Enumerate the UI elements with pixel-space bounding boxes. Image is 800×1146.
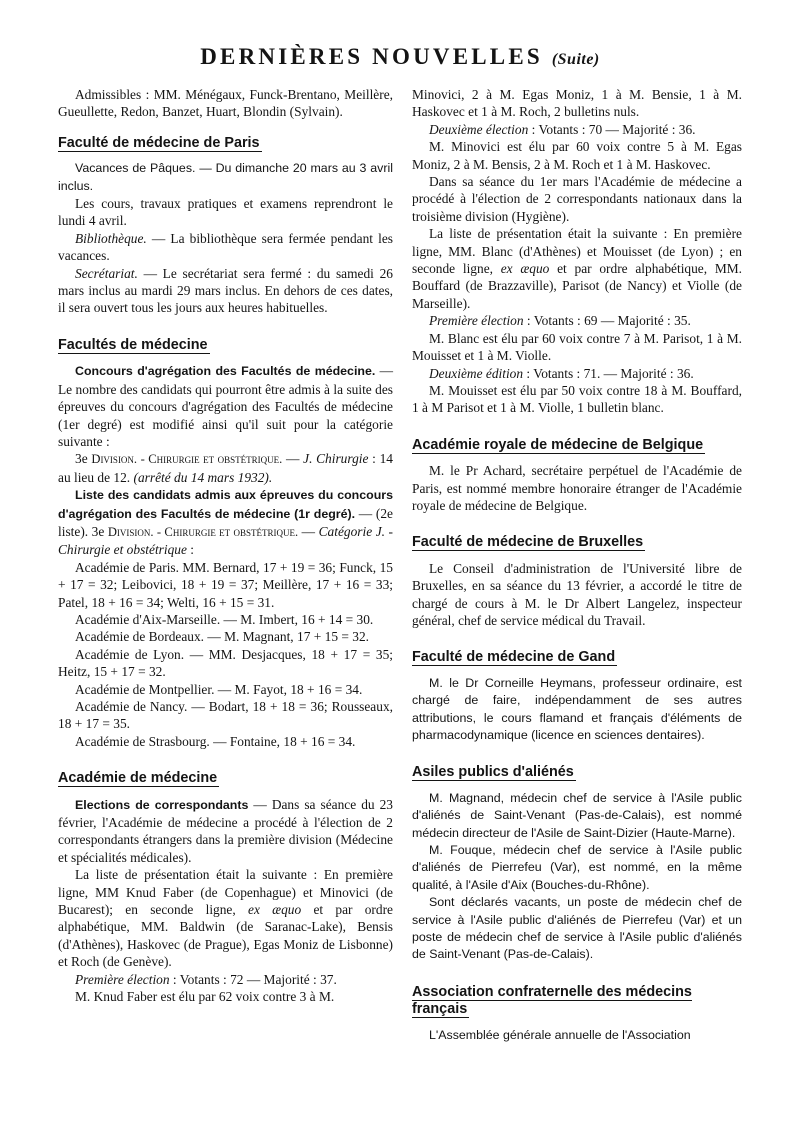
facultes-item: Académie de Strasbourg. — Fontaine, 18 + 16 = 34.	[75, 733, 356, 749]
facultes-item: Académie de Montpellier. — M. Fayot, 18 + 16 = 34.	[75, 681, 363, 697]
page-title-suite: (Suite)	[551, 51, 600, 68]
academie-liste: La liste de présentation était la suivante : En première ligne, MM Knud Faber (de Copenhague) et Minovici (de Bucarest); en seconde ligne, ex æquo et par ordre alphabétique, MM. Baldwin (de Saranac-Lake), Bensis (d'Athènes), Haskovec (de Prague), Egas Moniz de Lisbonne) et Roch (de Genève).	[58, 867, 393, 970]
facultes-item: Académie de Lyon. — MM. Desjacques, 18 + 17 = 35; Heitz, 15 + 17 = 32.	[58, 646, 393, 680]
section-heading-belgique: Académie royale de médecine de Belgique	[412, 436, 704, 453]
cont-liste-presentation: La liste de présentation était la suivante : En première ligne, MM. Blanc (d'Athènes) et Mouisset (de Lyon) ; en seconde ligne, ex æquo et par ordre alphabétique, MM. Bouffard (de Brazzaville), Parisot (de Nancy) et Violle (de Marseille).	[412, 226, 742, 311]
right-column	[412, 86, 742, 1044]
cont-minovici-elu: M. Minovici est élu par 60 voix contre 5 à M. Egas Moniz, 2 à M. Bensis, 2 à M. Roch et 1 à M. Haskovec.	[412, 139, 742, 172]
cont-deuxieme-election: Deuxième élection : Votants : 70 — Majorité : 36.	[429, 121, 696, 137]
paris-bibliotheque: Bibliothèque. — La bibliothèque sera fermée pendant les vacances.	[58, 230, 393, 264]
section-heading-facultes: Facultés de médecine	[58, 336, 208, 353]
section-heading-academie: Académie de médecine	[58, 770, 218, 787]
cont-premiere-election: Première élection : Votants : 69 — Majorité : 35.	[429, 313, 691, 329]
cont-mouisset-elu: M. Mouisset est élu par 50 voix contre 18 à M. Bouffard, 1 à M Parisot et 1 à M. Violle, 1 bulletin blanc.	[412, 382, 742, 416]
asiles-fouque: M. Fouque, médecin chef de service à l'Asile public d'aliénés de Pierrefeu (Var), est nommé, en la même qualité, à l'Asile d'Aix (Bouches-du-Rhône).	[412, 843, 742, 892]
paris-secretariat: Secrétariat. — Le secrétariat sera fermé : du samedi 26 mars inclus au mardi 29 mars inclus. En dehors de ces dates, il sera ouvert tous les jours aux heures habituelles.	[58, 265, 393, 316]
left-column	[58, 86, 393, 1006]
academie-faber: M. Knud Faber est élu par 62 voix contre 3 à M.	[75, 989, 335, 1005]
facultes-liste: Liste des candidats admis aux épreuves du concours d'agrégation des Facultés de médecine (1r degré). — (2e liste). 3e Division. - Chirurgie et obstétrique. — Catégorie J. - Chirurgie et obstétrique :	[58, 488, 394, 558]
asiles-magnand: M. Magnand, médecin chef de service à l'Asile public d'aliénés de Saint-Venant (Pas-de-Calais), est nommé médecin directeur de l'Asile de Saint-Dizier (Haute-Marne).	[412, 790, 742, 840]
cont-blanc-elu: M. Blanc est élu par 60 voix contre 7 à M. Parisot, 1 à M. Mouisset et 1 à M. Violle.	[412, 330, 742, 364]
paris-vacances: Vacances de Pâques. — Du dimanche 20 mars au 3 avril inclus.	[58, 161, 393, 193]
academie-premiere-election: Première élection : Votants : 72 — Majorité : 37.	[75, 971, 337, 987]
facultes-concours: Concours d'agrégation des Facultés de médecine. — Le nombre des candidats qui pourront être admis à la suite des épreuves du concours d'agrégation des Facultés de médecine (1er degré) est modifié ainsi qu'il suit pour la catégorie suivante :	[58, 363, 393, 449]
section-heading-bruxelles: Faculté de médecine de Bruxelles	[412, 534, 644, 551]
facultes-item: Académie de Paris. MM. Bernard, 17 + 19 = 36; Funck, 15 + 17 = 32; Leibovici, 18 + 19 = 37; Meillère, 17 + 16 = 33; Patel, 18 + 16 = 34; Welti, 16 + 15 = 31.	[58, 559, 393, 610]
section-heading-association: Association confraternelle des médecins français	[412, 983, 692, 1018]
section-heading-gand: Faculté de médecine de Gand	[412, 649, 616, 666]
belgique-paragraph: M. le Pr Achard, secrétaire perpétuel de l'Académie de Paris, est nommé membre honoraire étranger de l'Académie royale de médecine de Belgique.	[412, 463, 742, 513]
cont-seance-mars: Dans sa séance du 1er mars l'Académie de médecine a procédé à l'élection de 2 correspondants nationaux dans la troisième division (Hygiène).	[412, 174, 742, 224]
academie-elections: Elections de correspondants — Dans sa séance du 23 février, l'Académie de médecine a procédé à l'élection de 2 correspondants étrangers dans la première division (Médecine et spécialités médicales).	[58, 796, 393, 865]
admissibles-paragraph: Admissibles : MM. Ménégaux, Funck-Brentano, Meillère, Gueullette, Redon, Banzet, Huart, Blondin (Sylvain).	[58, 87, 393, 120]
facultes-division: 3e Division. - Chirurgie et obstétrique. — J. Chirurgie : 14 au lieu de 12. (arrêté du 14 mars 1932).	[58, 451, 393, 485]
section-heading-asiles: Asiles publics d'aliénés	[412, 764, 574, 781]
cont-minovici: Minovici, 2 à M. Egas Moniz, 1 à M. Bensie, 1 à M. Haskovec et 1 à M. Roch, 2 bulletins nuls.	[412, 87, 742, 120]
page-title: DERNIÈRES NOUVELLES	[200, 44, 543, 69]
facultes-item: Académie d'Aix-Marseille. — M. Imbert, 16 + 14 = 30.	[75, 611, 374, 627]
page-header	[0, 44, 800, 70]
section-heading-paris: Faculté de médecine de Paris	[58, 134, 260, 151]
facultes-item: Académie de Nancy. — Bodart, 18 + 18 = 36; Rousseaux, 18 + 17 = 35.	[58, 699, 393, 732]
paris-cours: Les cours, travaux pratiques et examens reprendront le lundi 4 avril.	[58, 196, 393, 229]
cont-deuxieme-edition: Deuxième édition : Votants : 71. — Majorité : 36.	[429, 365, 694, 381]
asiles-vacants: Sont déclarés vacants, un poste de médecin chef de service à l'Asile public d'aliénés de Pierrefeu (Var) et un poste de médecin chef de service à l'Asile public d'aliénés de Saint-Venant (Pas-de-Calais).	[412, 895, 742, 962]
bruxelles-paragraph: Le Conseil d'administration de l'Université libre de Bruxelles, en sa séance du 13 février, a accordé le titre de chargé de cours à M. le Dr Albert Langelez, inspecteur général, chef de service médical du Travail.	[412, 560, 742, 628]
facultes-item: Académie de Bordeaux. — M. Magnant, 17 + 15 = 32.	[75, 629, 370, 645]
gand-paragraph: M. le Dr Corneille Heymans, professeur ordinaire, est chargé de faire, indépendamment de ses autres attributions, le cours flamand et français d'éléments de pharmacodynamique (licence en sciences dentaires).	[412, 675, 742, 742]
association-paragraph: L'Assemblée générale annuelle de l'Association	[429, 1027, 691, 1042]
